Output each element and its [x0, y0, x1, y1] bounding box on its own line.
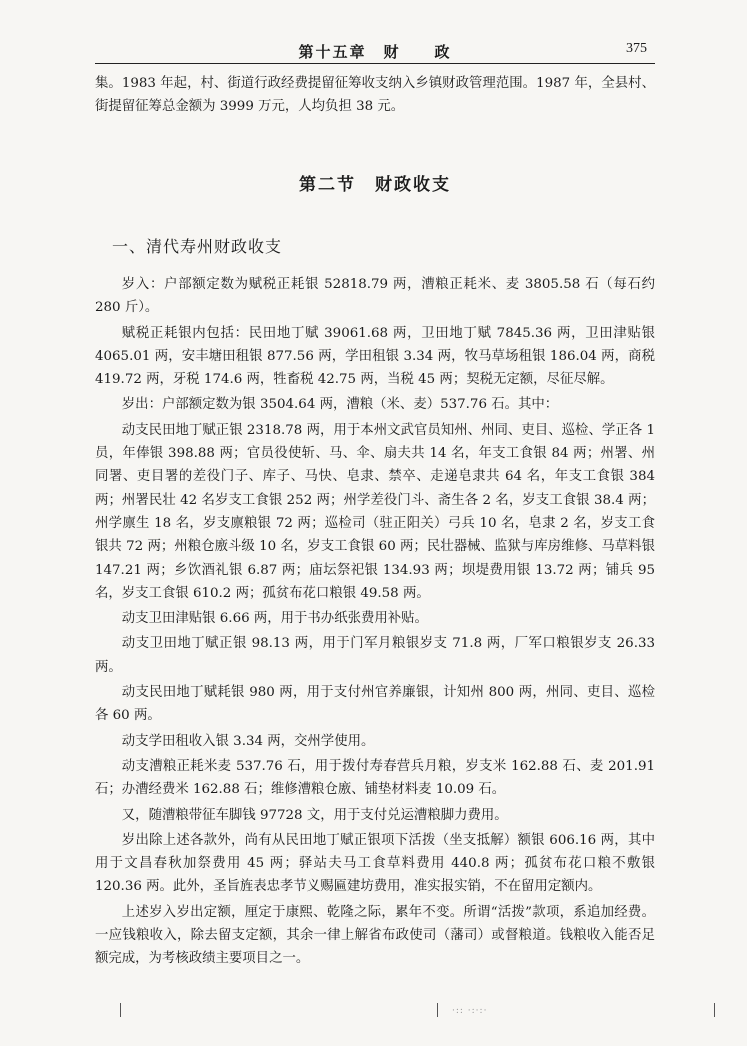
scan-smudge: ·:: ·:·:·	[452, 1006, 488, 1016]
main-body	[95, 273, 655, 973]
paragraph-cart-fee: 又，随漕粮带征车脚钱 97728 文，用于支付兑运漕粮脚力费用。	[121, 807, 508, 823]
chapter-title: 第十五章 财 政	[298, 43, 452, 61]
paragraph-expenditure: 岁出：户部额定数为银 3504.64 两，漕粮（米、麦）537.76 石。其中：	[121, 397, 559, 413]
running-header	[95, 41, 655, 64]
intro-paragraph: 集。1983 年起，村、街道行政经费提留征筹收支纳入乡镇财政管理范围。1987 年，全县村、街提留征筹总金额为 3999 万元，人均负担 38 元。	[95, 76, 655, 115]
paragraph-summary: 上述岁入岁出定额，厘定于康熙、乾隆之际，累年不变。所谓“活拨”款项，系追加经费。一应钱粮收入，除去留支定额，其余一律上解省布政使司（藩司）或督粮道。钱粮收入能否足额完成，为考核政绩主要项目之一。	[95, 904, 655, 967]
paragraph-grain-tax: 动支漕粮正耗米麦 537.76 石，用于拨付寿春营兵月粮，岁支米 162.88 石、麦 201.91 石；办漕经费米 162.88 石；维修漕粮仓廒、铺垫材料麦 10.09 石。	[95, 758, 655, 798]
scan-mark-center	[437, 1003, 438, 1017]
paragraph-tax-breakdown: 赋税正耗银内包括：民田地丁赋 39061.68 两，卫田地丁赋 7845.36 两，卫田津贴银 4065.01 两，安丰塘田租银 877.56 两，学田租银 3.34 两，牧马草场租银 186.04 两，商税 419.72 两，牙税 174.6 两，牲畜税 42.75 两，当税 45 两；契税无定额，尽征尽解。	[95, 325, 655, 388]
paragraph-civil-field-surcharge: 动支民田地丁赋耗银 980 两，用于支付州官养廉银，计知州 800 两，州同、吏目、巡检各 60 两。	[95, 685, 655, 724]
subsection-title: 一、清代寿州财政收支	[112, 237, 283, 256]
paragraph-other-expenses: 岁出除上述各款外，尚有从民田地丁赋正银项下活拨（坐支抵解）额银 606.16 两，其中用于文昌春秋加祭费用 45 两；驿站夫马工食草料费用 440.8 两；孤贫布花口粮不敷银 120.36 两。此外，圣旨旌表忠孝节义赐匾建坊费用，准实报实销，不在留用定额内。	[95, 832, 655, 895]
paragraph-revenue: 岁入：户部额定数为赋税正耗银 52818.79 两，漕粮正耗米、麦 3805.58 石（每石约 280 斤）。	[95, 277, 655, 316]
scan-mark-left	[120, 1003, 121, 1017]
paragraph-school-rent: 动支学田租收入银 3.34 两，交州学使用。	[121, 733, 375, 749]
intro-block	[95, 72, 655, 121]
scan-mark-right	[714, 1003, 715, 1017]
paragraph-guard-subsidy: 动支卫田津贴银 6.66 两，用于书办纸张费用补贴。	[121, 611, 428, 627]
paragraph-civil-field-tax: 动支民田地丁赋正银 2318.78 两，用于本州文武官员知州、州同、吏目、巡检、学正各 1 员，年俸银 398.88 两；官员役使斩、马、伞、扇夫共 14 名，年支工食银 84 两；州署、州同署、吏目署的差役门子、库子、马快、皂隶、禁卒、走递皂隶共 64 名，年支工食银 384 两；州署民壮 42 名岁支工食银 252 两；州学差役门斗、斋生各 2 名，岁支工食银 38.4 两；州学廪生 18 名，岁支廪粮银 72 两；巡检司（驻正阳关）弓兵 10 名，皂隶 2 名，岁支工食银共 72 两；州粮仓廒斗级 10 名，岁支工食银 60 两；民壮器械、监狱与库房维修、马草料银 147.21 两；乡饮酒礼银 6.87 两；庙坛祭祀银 134.93 两；坝堤费用银 13.72 两；铺兵 95 名，岁支工食银 610.2 两；孤贫布花口粮银 49.58 两。	[95, 422, 655, 601]
section-title: 第二节 财政收支	[299, 175, 451, 195]
paragraph-guard-field-tax: 动支卫田地丁赋正银 98.13 两，用于门军月粮银岁支 71.8 两，厂军口粮银岁支 26.33 两。	[95, 636, 655, 675]
page-number: 375	[626, 41, 647, 56]
